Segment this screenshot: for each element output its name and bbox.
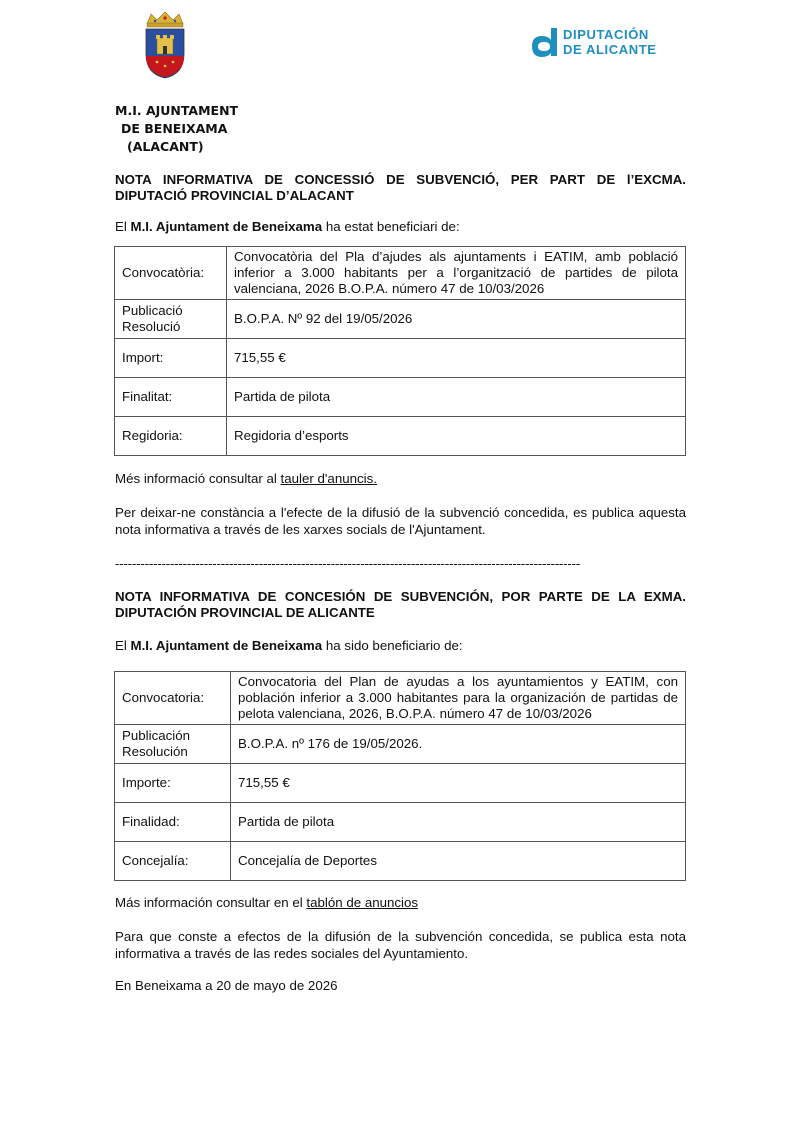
org-line-3: (ALACANT) xyxy=(127,139,204,154)
logo-line-2: DE ALICANTE xyxy=(563,42,657,57)
separator: -------------------------------------------------------------------------------------------------------------- xyxy=(115,556,581,571)
row-value: B.O.P.A. Nº 92 del 19/05/2026 xyxy=(227,300,686,339)
intro-pre: El xyxy=(115,638,131,653)
table-row xyxy=(115,725,686,764)
organization-name xyxy=(115,102,238,156)
table-row xyxy=(115,417,686,456)
more-info-spanish xyxy=(115,895,686,912)
row-label: Finalidad: xyxy=(115,803,231,842)
row-value: Convocatòria del Pla d’ajudes als ajuntaments i EATIM, amb població inferior a 3.000 habitants per a l’organització de partides de pilota valenciana, 2026 B.O.P.A. número 47 de 10/03/2026 xyxy=(227,247,686,300)
row-label: Convocatoria: xyxy=(115,672,231,725)
row-label: Convocatòria: xyxy=(115,247,227,300)
heading-spanish: NOTA INFORMATIVA DE CONCESIÓN DE SUBVENCIÓN, POR PARTE DE LA EXMA. DIPUTACIÓN PROVINCIAL DE ALICANTE xyxy=(115,589,686,620)
row-value: Convocatoria del Plan de ayudas a los ayuntamientos y EATIM, con población inferior a 3.000 habitantes para la organización de partidas de pelota valenciana, 2026, B.O.P.A. número 47 de 10/03/2026 xyxy=(231,672,686,725)
grant-table-valencian xyxy=(114,246,686,456)
row-value: Concejalía de Deportes xyxy=(231,842,686,881)
logo-line-1: DIPUTACIÓN xyxy=(563,27,649,42)
row-value: Partida de pilota xyxy=(227,378,686,417)
intro-post: ha estat beneficiari de: xyxy=(322,219,460,234)
date-line: En Beneixama a 20 de mayo de 2026 xyxy=(115,978,338,993)
heading-valencian: NOTA INFORMATIVA DE CONCESSIÓ DE SUBVENCIÓ, PER PART DE l’EXCMA. DIPUTACIÓ PROVINCIAL D’ALACANT xyxy=(115,172,686,203)
org-line-2: DE BENEIXAMA xyxy=(121,121,228,136)
row-value: 715,55 € xyxy=(231,764,686,803)
table-row xyxy=(115,247,686,300)
beneixama-crest-icon xyxy=(139,10,191,80)
org-line-1: M.I. AJUNTAMENT xyxy=(115,103,239,118)
intro-spanish xyxy=(115,638,686,655)
row-value: B.O.P.A. nº 176 de 19/05/2026. xyxy=(231,725,686,764)
intro-bold: M.I. Ajuntament de Beneixama xyxy=(130,638,323,653)
table-row xyxy=(115,803,686,842)
table-row xyxy=(115,339,686,378)
row-label: Regidoria: xyxy=(115,417,227,456)
notice-board-link[interactable]: tauler d'anuncis. xyxy=(280,471,377,486)
row-value: 715,55 € xyxy=(227,339,686,378)
intro-valencian xyxy=(115,219,686,236)
table-row xyxy=(115,378,686,417)
intro-pre: El xyxy=(115,219,131,234)
row-label: Import: xyxy=(115,339,227,378)
table-row xyxy=(115,842,686,881)
more-info-valencian xyxy=(115,471,686,488)
intro-post: ha sido beneficiario de: xyxy=(322,638,463,653)
row-label: Publicació Resolució xyxy=(115,300,227,339)
notice-board-link[interactable]: tablón de anuncios xyxy=(306,895,419,910)
table-row xyxy=(115,300,686,339)
table-row xyxy=(115,764,686,803)
row-label: Finalitat: xyxy=(115,378,227,417)
row-value: Partida de pilota xyxy=(231,803,686,842)
grant-table-spanish xyxy=(114,671,686,881)
more-info-text: Más información consultar en el xyxy=(115,895,307,910)
row-label: Importe: xyxy=(115,764,231,803)
diputacion-logo-text xyxy=(563,27,657,57)
row-label: Concejalía: xyxy=(115,842,231,881)
closing-spanish: Para que conste a efectos de la difusión de la subvención concedida, se publica esta nota informativa a través de las redes sociales del Ayuntamiento. xyxy=(115,929,686,961)
intro-bold: M.I. Ajuntament de Beneixama xyxy=(130,219,323,234)
table-row xyxy=(115,672,686,725)
row-label: Publicación Resolución xyxy=(115,725,231,764)
row-value: Regidoria d’esports xyxy=(227,417,686,456)
closing-valencian: Per deixar-ne constància a l'efecte de la difusió de la subvenció concedida, es publica aquesta nota informativa a través de les xarxes socials de l'Ajuntament. xyxy=(115,505,686,537)
more-info-text: Més informació consultar al xyxy=(115,471,281,486)
diputacion-logo-icon xyxy=(529,26,559,58)
